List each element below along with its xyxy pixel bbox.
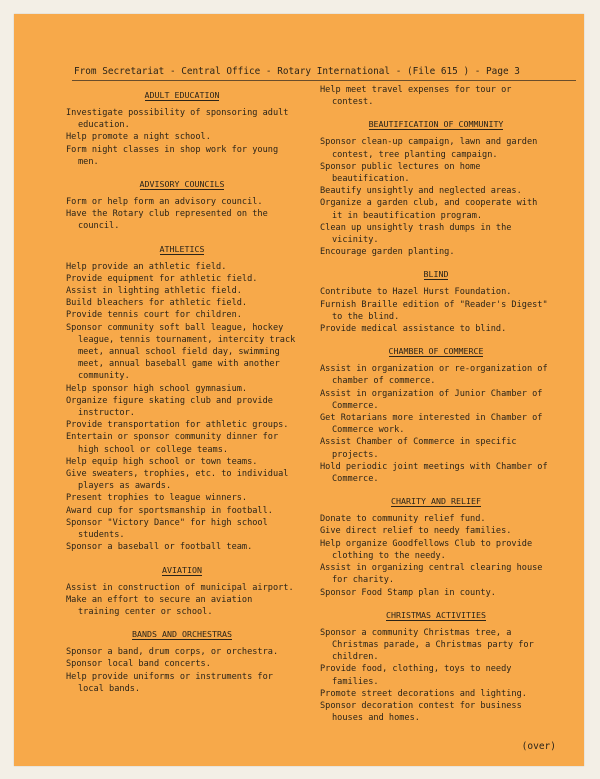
list-item: Help promote a night school.: [66, 132, 211, 143]
section: [66, 243, 301, 554]
section-title-text: CHARITY AND RELIEF: [391, 496, 481, 507]
list-item: Have the Rotary club represented on the council.: [66, 209, 273, 232]
section-title-text: BANDS AND ORCHESTRAS: [132, 629, 232, 640]
section-title: [66, 243, 298, 255]
section: [66, 564, 298, 619]
list-item: Assist in organization of Junior Chamber of Commerce.: [320, 388, 548, 411]
section-title-text: BEAUTIFICATION OF COMMUNITY: [368, 119, 504, 130]
list-item: Provide food, clothing, toys to needy families.: [320, 664, 517, 687]
list-item: Sponsor public lectures on home beautification.: [320, 161, 486, 185]
list-item: Assist Chamber of Commerce in specific projects.: [320, 437, 522, 460]
list-item: Get Rotarians more interested in Chamber of Commerce work.: [320, 413, 548, 436]
list-item: Organize figure skating club and provide instructor.: [66, 395, 279, 419]
section: [320, 268, 552, 335]
list-item: Assist in organizing central clearing house for charity.: [320, 563, 548, 586]
list-item: Present trophies to league winners.: [66, 493, 248, 504]
section: [320, 84, 552, 108]
document-page: [14, 14, 584, 766]
section: [66, 178, 298, 233]
list-item: Help equip high school or town teams.: [66, 456, 258, 467]
list-item: Assist in construction of municipal airport.: [66, 582, 294, 593]
section-title-text: CHRISTMAS ACTIVITIES: [386, 609, 486, 620]
section-title: [66, 178, 298, 190]
list-item: Help meet travel expenses for tour or contest.: [320, 85, 517, 108]
list-item: Assist in lighting athletic field.: [66, 286, 242, 297]
section-title: [66, 89, 298, 101]
section-title-text: BLIND: [423, 269, 449, 280]
section-title-text: ATHLETICS: [159, 243, 205, 254]
list-item: Sponsor a baseball or football team.: [66, 542, 253, 553]
section-title: [66, 628, 298, 640]
list-item: Provide transportation for athletic groups.: [66, 420, 289, 431]
list-item: Sponsor local band concerts.: [66, 659, 211, 670]
list-item: Clean up unsightly trash dumps in the vicinity.: [320, 222, 517, 246]
list-item: Donate to community relief fund.: [320, 514, 486, 525]
list-item: Form or help form an advisory council.: [66, 197, 263, 208]
section-title: [320, 118, 552, 130]
section-title: [66, 564, 298, 576]
list-item: Sponsor Food Stamp plan in county.: [320, 587, 496, 598]
list-item: Form night classes in shop work for young men.: [66, 144, 284, 167]
list-item: Help sponsor high school gymnasium.: [66, 383, 248, 394]
list-item: Help provide uniforms or instruments for local bands.: [66, 671, 279, 694]
section: [66, 628, 298, 695]
list-item: Hold periodic joint meetings with Chamber of Commerce.: [320, 461, 553, 485]
section-title-text: ADULT EDUCATION: [144, 90, 220, 100]
list-item: Sponsor a band, drum corps, or orchestra.: [66, 647, 279, 658]
list-item: Make an effort to secure an aviation training center or school.: [66, 594, 258, 617]
list-item: Build bleachers for athletic field.: [66, 298, 248, 309]
list-item: Assist in organization or re-organization of chamber of commerce.: [320, 364, 553, 387]
list-item: Help provide an athletic field.: [66, 261, 227, 272]
section-title-text: ADVISORY COUNCILS: [139, 179, 225, 190]
list-item: Investigate possibility of sponsoring adult education.: [66, 108, 294, 131]
section: [66, 89, 298, 168]
list-item: Sponsor community soft ball league, hockey league, tennis tournament, intercity track meet, annual school field day, swimming meet, annual baseball game with another community.: [66, 322, 301, 382]
section-title-text: CHAMBER OF COMMERCE: [388, 346, 484, 357]
list-item: Provide equipment for athletic field.: [66, 273, 258, 284]
right-column: [320, 84, 552, 734]
list-item: Provide tennis court for children.: [66, 310, 242, 321]
list-item: Promote street decorations and lighting.: [320, 688, 527, 699]
footer-over: (over): [521, 741, 556, 752]
section-title: [320, 609, 552, 621]
section: [320, 495, 552, 598]
section-title: [320, 268, 552, 280]
list-item: Sponsor decoration contest for business houses and homes.: [320, 700, 527, 724]
section: [320, 118, 552, 258]
list-item: Give direct relief to needy families.: [320, 526, 512, 537]
page-header: From Secretariat - Central Office - Rotary International - (File 615 ) - Page 3: [74, 66, 520, 77]
list-item: Beautify unsightly and neglected areas.: [320, 186, 522, 197]
section-title: [320, 495, 552, 507]
list-item: Furnish Braille edition of "Reader's Digest" to the blind.: [320, 299, 553, 322]
list-item: Help organize Goodfellows Club to provide clothing to the needy.: [320, 538, 538, 561]
list-item: Sponsor a community Christmas tree, a Christmas parade, a Christmas party for children.: [320, 627, 539, 663]
list-item: Provide medical assistance to blind.: [320, 324, 507, 335]
section-title: [320, 345, 552, 357]
list-item: Encourage garden planting.: [320, 247, 455, 258]
list-item: Organize a garden club, and cooperate with it in beautification program.: [320, 198, 543, 221]
header-rule: [72, 80, 576, 81]
section-title-text: AVIATION: [162, 564, 202, 575]
left-column: [66, 85, 301, 705]
list-item: Contribute to Hazel Hurst Foundation.: [320, 287, 512, 298]
list-item: Give sweaters, trophies, etc. to individual players as awards.: [66, 469, 294, 492]
list-item: Sponsor "Victory Dance" for high school students.: [66, 517, 273, 541]
list-item: Sponsor clean-up campaign, lawn and garden contest, tree planting campaign.: [320, 137, 543, 160]
section: [320, 609, 552, 725]
list-item: Award cup for sportsmanship in football.: [66, 505, 273, 516]
list-item: Entertain or sponsor community dinner for high school or college teams.: [66, 432, 284, 455]
section: [320, 345, 552, 485]
